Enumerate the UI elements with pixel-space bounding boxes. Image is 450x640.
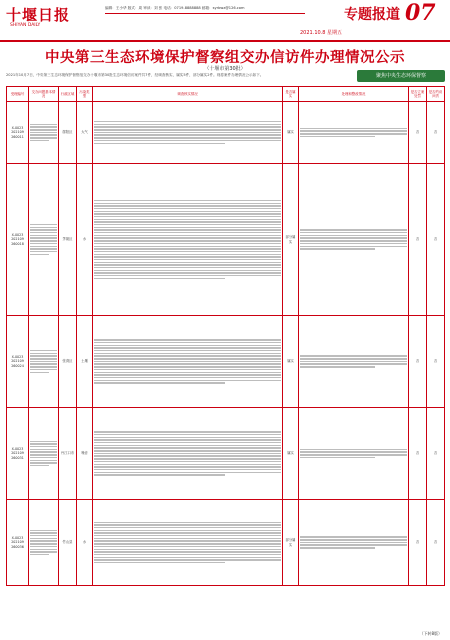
pollution-type-cell: 土壤 [77, 316, 93, 408]
header-investigation: 调查核实情况 [93, 87, 283, 102]
pollution-type-cell: 水 [77, 164, 93, 316]
case-id-cell: X-0023 202109 260036 [7, 500, 29, 586]
handling-cell [299, 316, 409, 408]
verified-cell: 部分属实 [283, 500, 299, 586]
topic-banner: 聚焦中央生态环保督察 [357, 70, 445, 82]
handling-cell [299, 164, 409, 316]
case-id-cell: X-0023 202109 260024 [7, 316, 29, 408]
region-cell: 郧阳区 [59, 102, 77, 164]
cases-table [6, 86, 445, 586]
table-row [7, 316, 445, 408]
table-row [7, 500, 445, 586]
handling-cell [299, 408, 409, 500]
header-rule [0, 40, 450, 42]
issue-description-cell [29, 164, 59, 316]
page-subtitle: （十堰市第30批） [204, 66, 246, 72]
table-row [7, 164, 445, 316]
accountable-cell: 否 [427, 102, 445, 164]
verified-cell: 属实 [283, 102, 299, 164]
region-cell: 张湾区 [59, 316, 77, 408]
accountable-cell: 否 [427, 164, 445, 316]
investigation-cell [93, 408, 283, 500]
fined-cell: 否 [409, 164, 427, 316]
fined-cell: 否 [409, 316, 427, 408]
investigation-cell [93, 102, 283, 164]
fined-cell: 否 [409, 500, 427, 586]
case-id-cell: X-0023 202109 260011 [7, 102, 29, 164]
accountable-cell: 否 [427, 316, 445, 408]
handling-cell [299, 102, 409, 164]
issue-date: 2021.10.8 星期五 [300, 30, 343, 36]
newspaper-logo-sub: SHIYAN DAILY [10, 23, 41, 28]
issue-description-cell [29, 316, 59, 408]
case-id-cell: X-0023 202109 260018 [7, 164, 29, 316]
pollution-type-cell: 噪音 [77, 408, 93, 500]
header-verified: 是否属实 [283, 87, 299, 102]
header-id: 受理编号 [7, 87, 29, 102]
accountable-cell: 否 [427, 500, 445, 586]
region-cell: 茅箭区 [59, 164, 77, 316]
continued-note: （下转8版） [419, 631, 442, 636]
pollution-type-cell: 大气 [77, 102, 93, 164]
verified-cell: 属实 [283, 408, 299, 500]
investigation-cell [93, 164, 283, 316]
page-number: 07 [405, 0, 436, 26]
table-row [7, 102, 445, 164]
header-region: 行政区域 [59, 87, 77, 102]
intro-paragraph: 2021年10月7日，中央第三生态环境保护督察组交办十堰市第30批生态环境信访案件共7件，经调查核实，属实5件，部分属实2件。现将案件办理情况公示如下。 [6, 73, 264, 77]
issue-description-cell [29, 102, 59, 164]
editorial-meta: 编辑：王小华 版式：周 审读：刘 张 电话：0719-8888888 邮箱：syrbwz@126.com [105, 6, 245, 10]
fined-cell: 否 [409, 408, 427, 500]
case-id-cell: X-0023 202109 260031 [7, 408, 29, 500]
table-row [7, 408, 445, 500]
header-type: 污染类型 [77, 87, 93, 102]
region-cell: 竹山县 [59, 500, 77, 586]
pollution-type-cell: 水 [77, 500, 93, 586]
header-fined: 是否立案处罚 [409, 87, 427, 102]
investigation-cell [93, 316, 283, 408]
verified-cell: 属实 [283, 316, 299, 408]
newspaper-logo: 十堰日报 [6, 6, 71, 24]
meta-divider [105, 13, 305, 14]
issue-description-cell [29, 408, 59, 500]
header-issue: 交办问题基本情况 [29, 87, 59, 102]
table-header-row [7, 87, 445, 102]
accountable-cell: 否 [427, 408, 445, 500]
header-accountable: 是否约谈问责 [427, 87, 445, 102]
investigation-cell [93, 500, 283, 586]
masthead [0, 0, 450, 42]
issue-description-cell [29, 500, 59, 586]
region-cell: 丹江口市 [59, 408, 77, 500]
section-title: 专题报道 [344, 7, 400, 23]
fined-cell: 否 [409, 102, 427, 164]
verified-cell: 部分属实 [283, 164, 299, 316]
page-title: 中央第三生态环境保护督察组交办信访件办理情况公示 [45, 49, 405, 66]
header-handling: 处理和整改情况 [299, 87, 409, 102]
handling-cell [299, 500, 409, 586]
